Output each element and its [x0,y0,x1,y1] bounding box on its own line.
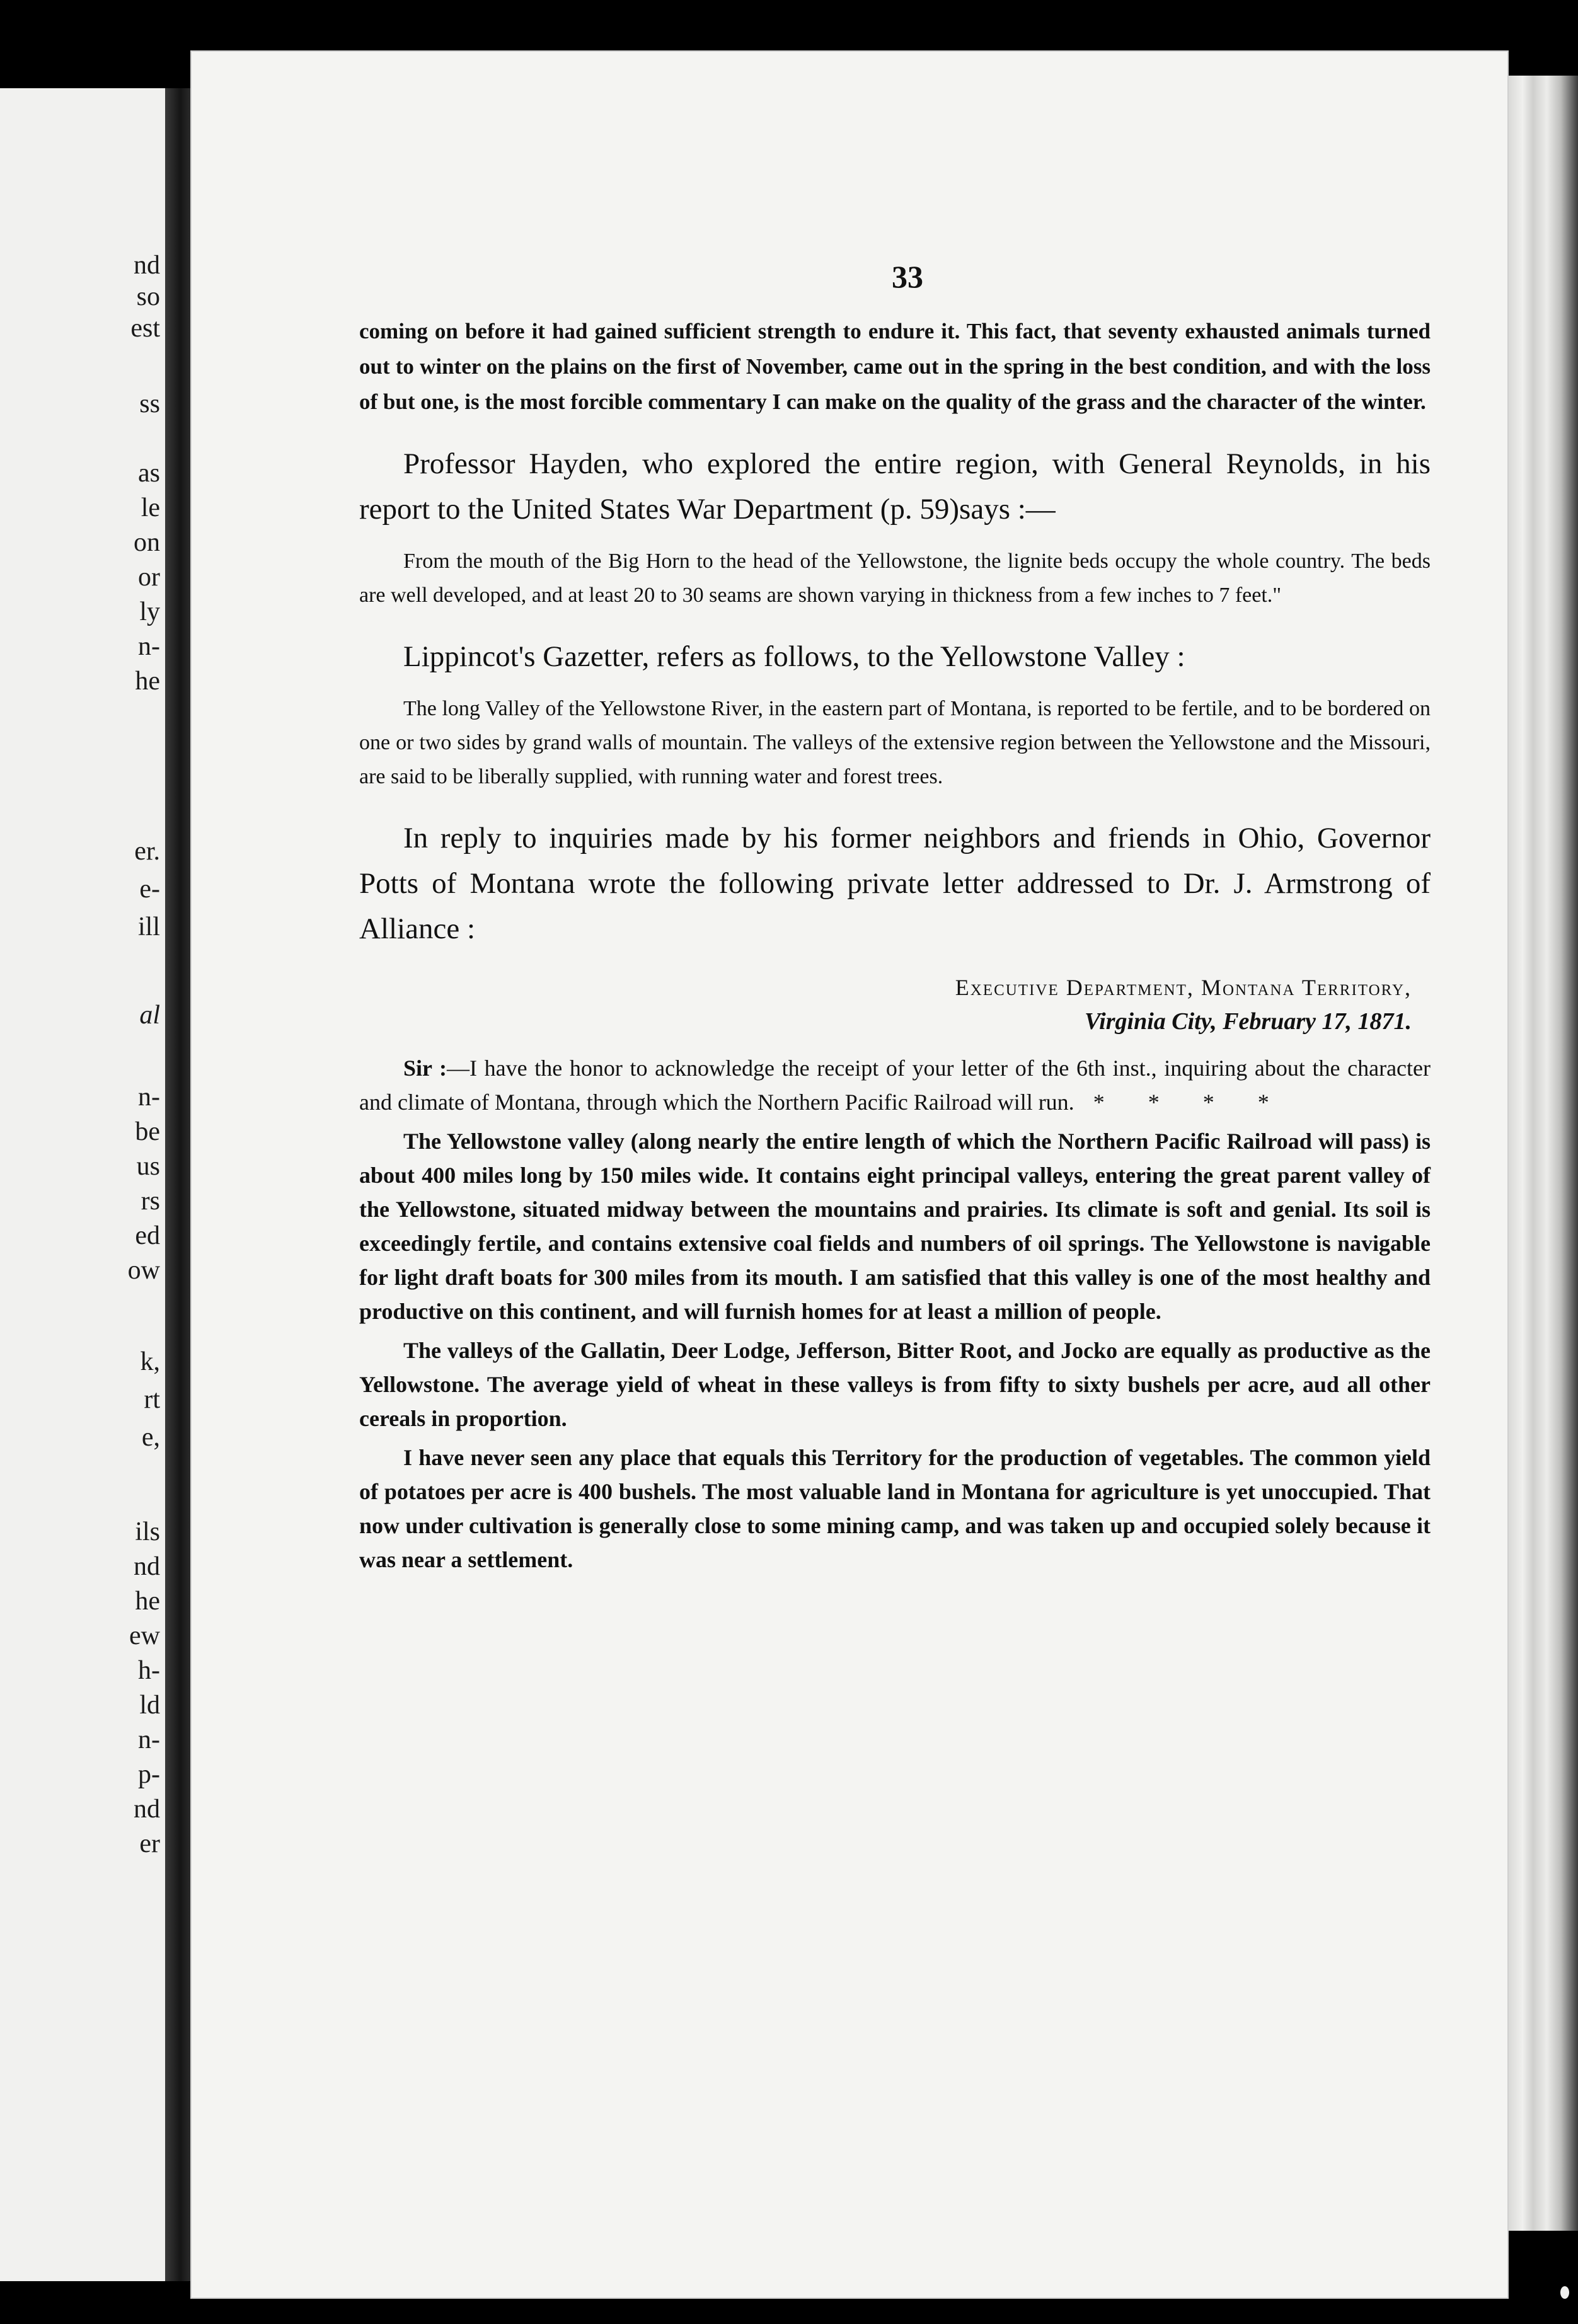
book-page [190,50,1509,2299]
letter-paragraph-1-text: —I have the honor to acknowledge the receipt of your letter of the 6th inst., inquiring about the character and climate of Montana, through which the Northern Pacific Railroad will run. [359,1056,1431,1115]
facing-page-fragment: ed [135,1221,160,1250]
facing-page-fragment: be [135,1117,160,1146]
facing-page-fragment: er [139,1829,160,1858]
scan-speck [1560,2286,1569,2299]
quote-lippincot: The long Valley of the Yellowstone River, in the eastern part of Montana, is reported to be fertile, and to be bordered on one or two sides by grand walls of mountain. The valleys of the extensive region between the Yellowstone and the Missouri, are said to be liberally supplied, with running water and forest trees. [359,697,1431,788]
facing-page-fragment: ly [139,597,160,626]
facing-page-fragment: he [135,667,160,696]
facing-page-fragment: as [138,459,160,488]
paragraph-lippincot: Lippincot's Gazetter, refers as follows, to the Yellowstone Valley : [403,640,1185,673]
facing-page-fragment: h- [138,1656,160,1685]
facing-page-fragment: n- [138,632,160,661]
facing-page-fragment: nd [134,1552,160,1581]
letter-date-text: Virginia City, February 17, 1871. [1084,1008,1412,1035]
salutation: Sir : [403,1056,447,1081]
facing-page-fragment: e- [139,875,160,904]
letter-date [359,1004,1431,1038]
facing-page-fragment: ill [137,912,160,941]
page-number: 33 [892,259,923,294]
facing-page-fragment: rt [144,1385,160,1414]
paragraph-potts: In reply to inquiries made by his former neighbors and friends in Ohio, Governor Potts of Montana wrote the following private letter addressed to Dr. J. Armstrong of Alliance : [359,822,1431,945]
facing-page-fragment: al [139,1001,160,1030]
facing-page-fragment: so [136,282,160,311]
facing-page-fragment: k, [140,1347,160,1376]
facing-page-fragment: er. [134,837,160,866]
facing-page-fragment: or [138,563,160,592]
letter-paragraph-4: I have never seen any place that equals this Territory for the production of vegetables. The common yield of potatoes per acre is 400 bushels. The most valuable land in Montana for agriculture is yet unoccupied. That now under cultivation is generally close to some mining camp, and was taken up and occupied solely because it was near a settlement. [359,1445,1431,1572]
facing-page-fragment: n- [138,1083,160,1112]
letter-paragraph-2: The Yellowstone valley (along nearly the entire length of which the Northern Pacific Railroad will pass) is about 400 miles long by 150 miles wide. It contains eight principal valleys, entering the great parent valley of the Yellowstone, situated midway between the mountains and prairies. Its climate is soft and genial. Its soil is exceedingly fertile, and contains extensive coal fields and numbers of oil springs. The Yellowstone is navigable for light draft boats for 300 miles from its mouth. I am satisfied that this valley is one of the most healthy and productive on this continent, and will furnish homes for at least a million of people. [359,1129,1431,1324]
facing-page-fragment: on [134,528,160,557]
facing-page [0,88,165,2281]
facing-page-fragment: ew [129,1621,160,1650]
facing-page-fragment: ow [127,1256,160,1285]
quote-hayden: From the mouth of the Big Horn to the head of the Yellowstone, the lignite beds occupy the whole country. The beds are well developed, and at least 20 to 30 seams are shown varying in thickness from a few inches to 7 feet." [359,549,1431,607]
facing-page-fragment: le [141,493,160,522]
facing-page-fragment: ld [139,1691,160,1720]
facing-page-fragment: p- [138,1760,160,1789]
facing-page-fragment: est [130,314,160,343]
letter-paragraph-3: The valleys of the Gallatin, Deer Lodge, Jefferson, Bitter Root, and Jocko are equally as productive as the Yellowstone. The average yield of wheat in these valleys is from fifty to sixty bushels per acre, aud all other cereals in proportion. [359,1338,1431,1431]
paragraph-hayden: Professor Hayden, who explored the entire region, with General Reynolds, in his report to the United States War Department (p. 59)says :— [359,447,1431,526]
page-content [359,258,1431,1577]
facing-page-fragment: nd [134,1795,160,1824]
facing-page-fragment: he [135,1587,160,1616]
letter-paragraph-1 [359,1051,1431,1119]
letter-heading: Executive Department, Montana Territory, [955,975,1412,1000]
page-stack-edge [1509,76,1578,2231]
facing-page-fragment: e, [141,1423,160,1452]
book-gutter [165,88,190,2281]
facing-page-fragment: ss [139,389,160,418]
ellipsis-stars: * * * * [1093,1090,1288,1115]
facing-page-fragment: rs [141,1187,160,1216]
paragraph-continued: coming on before it had gained sufficient strength to endure it. This fact, that seventy exhausted animals turned out to winter on the plains on the first of November, came out in the spring in the best condition, and with the loss of but one, is the most forcible commentary I can make on the quality of the grass and the character of the winter. [359,319,1431,414]
facing-page-fragment: n- [138,1725,160,1754]
facing-page-fragment: us [136,1152,160,1181]
facing-page-fragment: ils [135,1517,160,1546]
facing-page-fragment: nd [134,251,160,280]
